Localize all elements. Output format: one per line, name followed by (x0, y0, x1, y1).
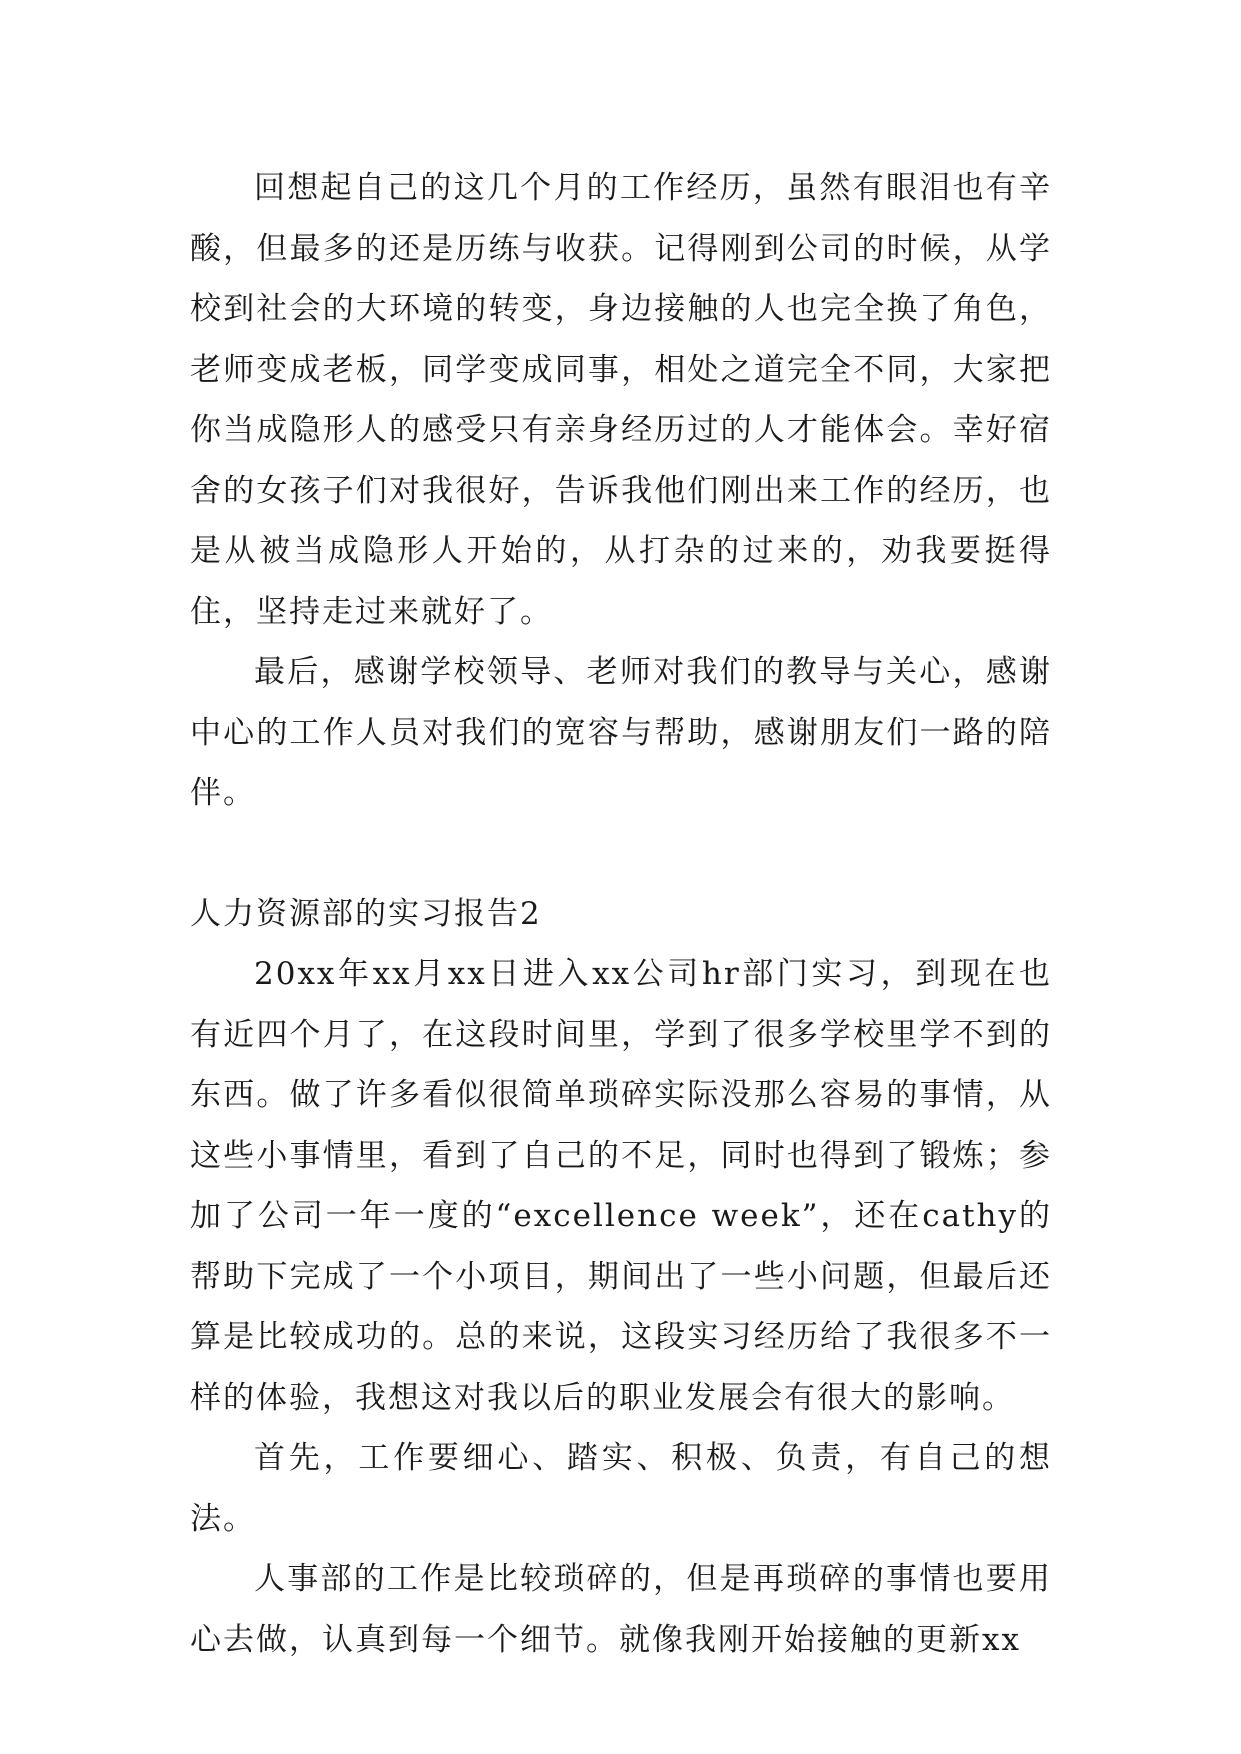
section-2 (190, 884, 1052, 1671)
paragraph-work-experience: 回想起自己的这几个月的工作经历，虽然有眼泪也有辛酸，但最多的还是历练与收获。记得刚到公司的时候，从学校到社会的大环境的转变，身边接触的人也完全换了角色，老师变成老板，同学变成同事，相处之道完全不同，大家把你当成隐形人的感受只有亲身经历过的人才能体会。幸好宿舍的女孩子们对我很好，告诉我他们刚出来工作的经历，也是从被当成隐形人开始的，从打杂的过来的，劝我要挺得住，坚持走过来就好了。 (190, 170, 1052, 630)
paragraph-first-point: 首先，工作要细心、踏实、积极、负责，有自己的想法。 (190, 1440, 1052, 1537)
paragraph-internship-intro: 20xx年xx月xx日进入xx公司hr部门实习，到现在也有近四个月了，在这段时间里，学到了很多学校里学不到的东西。做了许多看似很简单琐碎实际没那么容易的事情，从这些小事情里，看到了自己的不足，同时也得到了锻炼；参加了公司一年一度的“excellence week”，还在cathy的帮助下完成了一个小项目，期间出了一些小问题，但最后还算是比较成功的。总的来说，这段实习经历给了我很多不一样的体验，我想这对我以后的职业发展会有很大的影响。 (190, 956, 1052, 1416)
section-heading: 人力资源部的实习报告2 (190, 895, 542, 932)
paragraph-hr-work: 人事部的工作是比较琐碎的，但是再琐碎的事情也要用心去做，认真到每一个细节。就像我刚开始接触的更新xx (190, 1561, 1052, 1658)
section-1 (190, 158, 1052, 824)
paragraph-acknowledgements: 最后，感谢学校领导、老师对我们的教导与关心，感谢中心的工作人员对我们的宽容与帮助，感谢朋友们一路的陪伴。 (190, 654, 1052, 811)
document-body (190, 158, 1052, 1670)
